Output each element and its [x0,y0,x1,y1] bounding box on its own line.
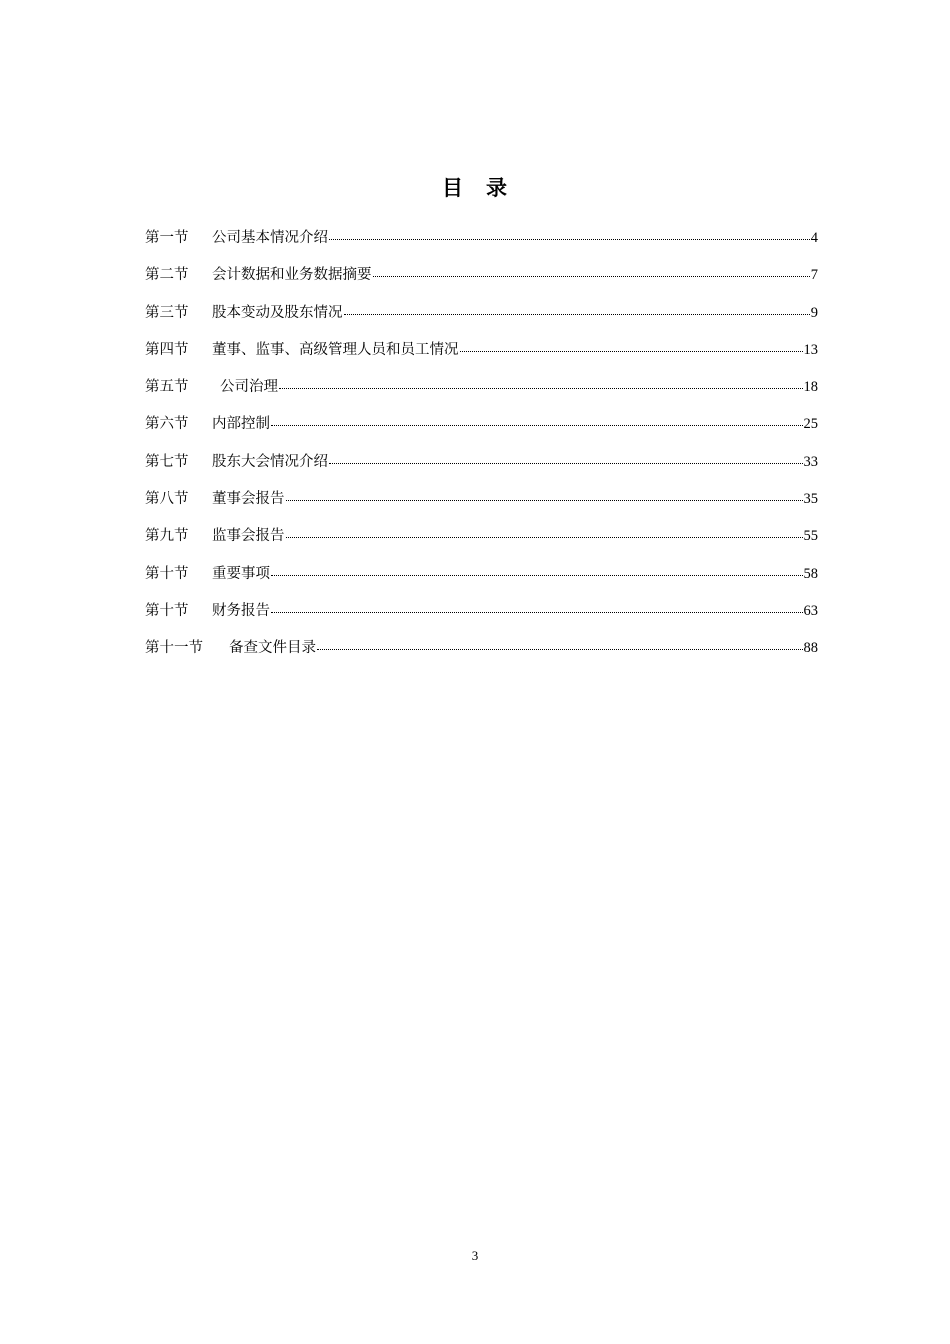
toc-page-number: 58 [803,565,818,582]
toc-section-number: 第九节 [145,528,189,545]
toc-page-number: 18 [803,379,818,396]
toc-section-number: 第十一节 [145,640,203,657]
toc-entry-2[interactable] [145,263,818,300]
toc-section-title: 内部控制 [212,416,270,433]
toc-entry-3[interactable] [145,301,818,338]
toc-section-title: 监事会报告 [212,528,285,545]
toc-dot-leader [271,563,803,578]
toc-entry-6[interactable] [145,412,818,449]
toc-dot-leader [279,377,803,392]
toc-entry-1[interactable] [145,226,818,263]
page-title: 目 录 [442,176,508,200]
toc-entry-5[interactable] [145,375,818,412]
toc-dot-leader [329,228,810,243]
toc-page-number: 35 [803,491,818,508]
toc-section-title: 公司治理 [220,379,278,396]
toc-section-number: 第六节 [145,416,189,433]
toc-page-number: 55 [803,528,818,545]
toc-page-number: 13 [803,341,818,358]
toc-page-number: 88 [803,640,818,657]
toc-section-title: 财务报告 [212,602,270,619]
toc-dot-leader [271,414,803,429]
toc-section-number: 第四节 [145,341,189,358]
toc-page-number: 25 [803,416,818,433]
toc-section-number: 第五节 [145,379,189,396]
toc-section-title: 董事会报告 [212,491,285,508]
toc-section-title: 备查文件目录 [229,640,316,657]
toc-entry-10[interactable] [145,562,818,599]
toc-section-number: 第八节 [145,491,189,508]
toc-page-number: 4 [810,230,818,246]
toc-section-number: 第七节 [145,453,189,470]
toc-page-number: 63 [803,602,818,619]
toc-entry-4[interactable] [145,338,818,375]
toc-section-number: 第一节 [145,230,189,246]
toc-dot-leader [460,339,803,354]
toc-entry-12[interactable] [145,636,818,673]
toc-entry-8[interactable] [145,487,818,524]
toc-section-number: 第三节 [145,304,189,321]
page-number: 3 [471,1248,479,1263]
toc-dot-leader [286,489,803,504]
toc-section-number: 第十节 [145,565,189,582]
toc-section-title: 公司基本情况介绍 [212,230,328,246]
toc-dot-leader [286,526,803,541]
toc-dot-leader [271,600,803,615]
toc-dot-leader [317,638,803,653]
toc-entry-11[interactable] [145,599,818,636]
toc-page-number: 7 [810,267,818,284]
toc-section-title: 重要事项 [212,565,270,582]
toc-entry-7[interactable] [145,450,818,487]
toc-page-number: 9 [810,304,818,321]
toc-page-number: 33 [803,453,818,470]
toc-section-title: 会计数据和业务数据摘要 [212,267,372,284]
toc-section-title: 股东大会情况介绍 [212,453,328,470]
toc-dot-leader [329,451,803,466]
table-of-contents [145,226,818,674]
toc-dot-leader [373,265,810,280]
toc-section-number: 第二节 [145,267,189,284]
toc-entry-9[interactable] [145,524,818,561]
toc-section-number: 第十节 [145,602,189,619]
toc-section-title: 董事、监事、高级管理人员和员工情况 [212,341,459,358]
toc-section-title: 股本变动及股东情况 [212,304,343,321]
toc-dot-leader [344,302,810,317]
